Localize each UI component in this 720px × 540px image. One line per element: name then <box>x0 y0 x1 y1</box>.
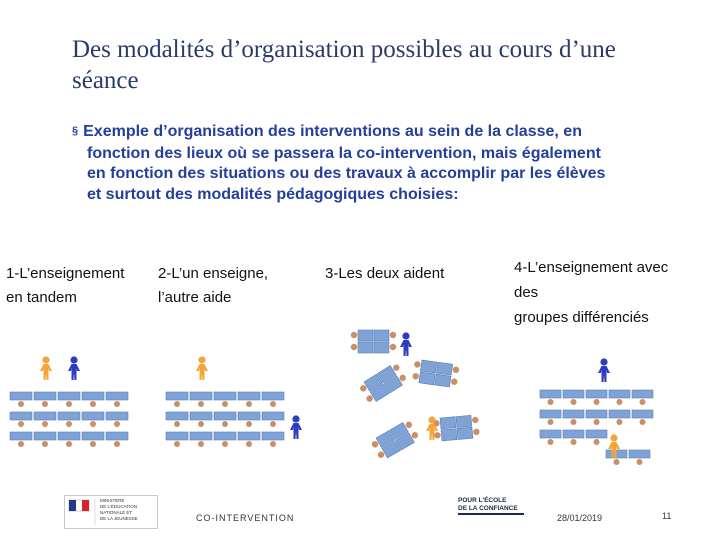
desk <box>10 412 32 420</box>
bullet-text <box>72 122 684 205</box>
desk <box>82 432 104 440</box>
chair <box>390 344 396 350</box>
desk <box>436 362 452 375</box>
desk <box>632 410 653 418</box>
bullet-line-3: en fonction des situations ou des travaux à accomplir par les élèves <box>87 165 606 182</box>
desk <box>563 410 584 418</box>
desk <box>214 432 236 440</box>
desk <box>106 432 128 440</box>
desk <box>58 432 80 440</box>
desk <box>609 390 630 398</box>
chair <box>174 421 180 427</box>
bullet-line-2: fonction des lieux où se passera la co-intervention, mais également <box>87 144 601 162</box>
desk <box>358 342 373 353</box>
chair <box>114 401 120 407</box>
desk <box>166 412 188 420</box>
desk <box>106 392 128 400</box>
desk <box>82 392 104 400</box>
chair <box>594 419 600 425</box>
chair <box>18 441 24 447</box>
desk <box>586 430 607 438</box>
label-line: l’autre aide <box>158 289 232 306</box>
desk <box>456 415 472 427</box>
desk-cluster <box>351 330 396 353</box>
teacher-figure <box>196 356 208 380</box>
logo-text-line: DE LA JEUNESSE <box>100 516 138 521</box>
teacher-figure <box>598 358 610 382</box>
chair <box>640 419 646 425</box>
bullet-line-4: et surtout des modalités pédagogiques choisies: <box>87 185 459 203</box>
chair <box>640 399 646 405</box>
chair <box>174 401 180 407</box>
label-line: en tandem <box>6 289 77 306</box>
brand-line: DE LA CONFIANCE <box>458 505 524 515</box>
desk <box>609 410 630 418</box>
chair <box>390 332 396 338</box>
label-line: 4-L’enseignement avec <box>514 259 669 276</box>
slide-title: Des modalités d’organisation possibles au cours d’une séance <box>72 36 616 94</box>
desk <box>374 330 389 341</box>
desk <box>58 412 80 420</box>
desk <box>540 430 561 438</box>
logo-text-line: NATIONALE ET <box>100 510 133 515</box>
chair <box>246 441 252 447</box>
chair <box>594 399 600 405</box>
desk <box>34 432 56 440</box>
desk <box>563 430 584 438</box>
chair <box>434 432 441 439</box>
chair <box>246 421 252 427</box>
school-trust-logo <box>458 497 524 515</box>
desk <box>540 410 561 418</box>
desk <box>34 412 56 420</box>
teacher-figure <box>68 356 80 380</box>
label-line: 1-L’enseignement <box>6 265 125 282</box>
desk-cluster <box>358 362 409 406</box>
chair <box>548 399 554 405</box>
desk <box>358 330 373 341</box>
desk <box>457 427 473 439</box>
chair <box>637 459 643 465</box>
label-line: 3-Les deux aident <box>325 265 445 282</box>
classroom-illustration-both-help <box>340 322 480 482</box>
logo-text-line: MINISTÈRE <box>100 498 125 503</box>
chair <box>412 373 419 380</box>
chair <box>270 421 276 427</box>
chair <box>42 401 48 407</box>
chair <box>18 421 24 427</box>
desk <box>106 412 128 420</box>
chair <box>594 439 600 445</box>
desk <box>563 390 584 398</box>
footer-date: 28/01/2019 <box>557 513 603 523</box>
teacher-figure <box>290 415 302 439</box>
desk <box>238 412 260 420</box>
desk <box>440 417 456 429</box>
column-label-both-help <box>325 262 465 286</box>
chair <box>90 441 96 447</box>
chair <box>198 401 204 407</box>
column-label-one-teaches <box>158 262 288 310</box>
desk <box>262 392 284 400</box>
column-label-tandem <box>6 262 146 310</box>
chair <box>174 441 180 447</box>
chair <box>571 419 577 425</box>
chair <box>42 441 48 447</box>
chair <box>66 441 72 447</box>
chair <box>548 439 554 445</box>
desk <box>58 392 80 400</box>
desk <box>435 374 451 387</box>
bullet-line-1: Exemple d’organisation des interventions au sein de la classe, en <box>83 123 582 140</box>
desk-cluster <box>433 415 480 442</box>
chair <box>614 459 620 465</box>
desk <box>214 412 236 420</box>
chair <box>42 421 48 427</box>
desk-cluster <box>370 419 421 462</box>
chair <box>114 421 120 427</box>
chair <box>617 419 623 425</box>
chair <box>90 401 96 407</box>
desk <box>34 392 56 400</box>
chair <box>198 421 204 427</box>
chair <box>66 421 72 427</box>
chair <box>270 401 276 407</box>
page-number: 11 <box>662 511 672 521</box>
footer-center-text: CO-INTERVENTION <box>196 513 295 523</box>
chair <box>246 401 252 407</box>
desk <box>10 392 32 400</box>
desk <box>262 432 284 440</box>
desk <box>374 342 389 353</box>
desk <box>82 412 104 420</box>
chair <box>222 401 228 407</box>
chair <box>270 441 276 447</box>
desk <box>586 410 607 418</box>
desk <box>586 390 607 398</box>
chair <box>571 439 577 445</box>
desk <box>166 432 188 440</box>
desk <box>420 360 436 373</box>
chair <box>451 378 458 385</box>
desk <box>441 429 457 441</box>
chair <box>414 361 421 368</box>
chair <box>351 344 357 350</box>
desk <box>419 372 435 385</box>
classroom-illustration-tandem <box>4 352 144 452</box>
desk <box>10 432 32 440</box>
desk-cluster <box>412 359 460 388</box>
teacher-figure <box>40 356 52 380</box>
ministry-logo <box>64 495 158 529</box>
desk <box>166 392 188 400</box>
classroom-illustration-one-teaches <box>160 352 310 452</box>
brand-line: POUR L'ÉCOLE <box>458 497 507 504</box>
chair <box>222 441 228 447</box>
chair <box>114 441 120 447</box>
chair <box>617 399 623 405</box>
chair <box>571 399 577 405</box>
chair <box>90 421 96 427</box>
chair <box>472 416 479 423</box>
label-line: des <box>514 284 539 301</box>
label-line: 2-L’un enseigne, <box>158 265 269 282</box>
chair <box>452 366 459 373</box>
chair <box>351 332 357 338</box>
desk <box>632 390 653 398</box>
desk <box>190 412 212 420</box>
desk <box>190 432 212 440</box>
teacher-figure <box>400 332 412 356</box>
chair <box>222 421 228 427</box>
desk <box>214 392 236 400</box>
chair <box>198 441 204 447</box>
desk <box>629 450 650 458</box>
label-line: groupes différenciés <box>514 309 649 326</box>
classroom-illustration-groups <box>536 350 686 480</box>
chair <box>548 419 554 425</box>
desk <box>190 392 212 400</box>
chair <box>18 401 24 407</box>
desk <box>540 390 561 398</box>
chair <box>473 428 480 435</box>
chair <box>66 401 72 407</box>
bullet-marker: § <box>72 125 79 137</box>
column-label-groups <box>514 255 694 330</box>
desk <box>238 392 260 400</box>
logo-text-line: DE L'ÉDUCATION <box>100 504 138 509</box>
desk <box>238 432 260 440</box>
desk <box>262 412 284 420</box>
